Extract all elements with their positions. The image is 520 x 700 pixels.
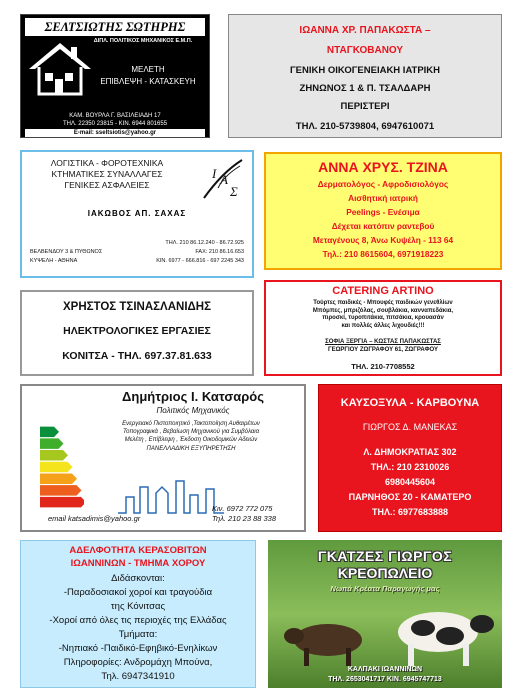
- energy-class-c: [40, 450, 68, 461]
- ad-seltsiotis-contact: [25, 112, 205, 128]
- ad-katsaros: [20, 384, 306, 532]
- service-line: ΜΕΛΕΤΗ: [131, 65, 165, 74]
- email-text: E-mail: sseltsiotis@yahoo.gr: [25, 129, 205, 138]
- body-line: -Χοροί από όλες τις περιοχές της Ελλάδας: [49, 615, 227, 626]
- description-line: και πολλές άλλες λιχουδιές!!!: [341, 322, 425, 329]
- ad-manekas-title: ΚΑΥΣΟΞΥΛΑ - ΚΑΡΒΟΥΝΑ: [340, 397, 480, 409]
- svg-text:Α: Α: [220, 172, 228, 187]
- service-line: Μελέτη , Επίβλεψη , Έκδοση Οικοδομικών Αδειών: [124, 437, 258, 444]
- contact-row: [30, 240, 244, 246]
- body-line: -Νηπιακό -Παιδικό-Εφηβικό-Ενηλίκων: [58, 643, 218, 654]
- ad-manekas-name: ΓΙΩΡΓΟΣ Δ. ΜΑΝΕΚΑΣ: [362, 422, 458, 432]
- body-line: Διδάσκονται:: [111, 573, 165, 584]
- address-text: Μεταγένους 8, Άνω Κυψέλη - 113 64: [312, 235, 454, 245]
- ad-kerasovitwn-title-1: ΑΔΕΛΦΟΤΗΤΑ ΚΕΡΑΣΟΒΙΤΩΝ: [69, 545, 207, 556]
- contact-left: ΒΕΛΒΕΝΔΟΥ 3 & ΠΥΘΩΝΟΣ: [30, 249, 103, 255]
- ad-katsaros-phones: [212, 504, 276, 524]
- contact-row: [30, 258, 244, 264]
- ad-manekas: [318, 384, 502, 532]
- body-line: της Κόνιτσας: [110, 601, 166, 612]
- body-line: Τμήματα:: [118, 629, 158, 640]
- owners-text: ΣΟΦΙΑ ΞΕΡΓΙΑ – ΚΩΣΤΑΣ ΠΑΠΑΚΩΣΤΑΣ: [325, 339, 441, 345]
- ad-seltsiotis-title: ΣΕΛΤΣΙΩΤΗΣ ΣΩΤΗΡΗΣ: [25, 18, 205, 36]
- service-line: Ενεργειακό Πιστοποιητικό ,Τακτοποίηση Αυθαιρέτων: [122, 421, 260, 427]
- body-line: -Παραδοσιακοί χοροί και τραγούδια: [63, 587, 213, 598]
- service-line: ΚΤΗΜΑΤΙΚΕΣ ΣΥΝΑΛΛΑΓΕΣ: [51, 169, 163, 179]
- ad-katsaros-name: Δημήτριος Ι. Κατσαρός: [122, 389, 264, 404]
- ad-papakosta-name-2: ΝΤΑΓΚΟΒΑΝΟΥ: [326, 45, 404, 56]
- energy-class-e: [40, 473, 77, 484]
- energy-class-f: [40, 485, 82, 496]
- ad-tzina: [264, 152, 502, 270]
- ad-kerasovitwn: [20, 540, 256, 688]
- phone-text: ΤΗΛ. 22350 23815 - ΚΙΝ. 6944 801655: [62, 121, 168, 127]
- ad-gkatzes-business: ΚΡΕΟΠΩΛΕΙΟ: [337, 565, 433, 581]
- ad-seltsiotis-services: [91, 65, 205, 89]
- ad-gkatzes-name: ΓΚΑΤΖΕΣ ΓΙΩΡΓΟΣ: [317, 548, 453, 564]
- phone-text: ΚΟΝΙΤΣΑ - ΤΗΛ. 697.37.81.633: [62, 350, 212, 362]
- specialty-text: Δερματολόγος - Αφροδισιολόγος: [317, 179, 449, 189]
- area-text: ΠΕΡΙΣΤΕΡΙ: [340, 101, 390, 112]
- phone-text: 6980445604: [384, 477, 436, 487]
- contact-right: ΤΗΛ. 210 86.12.240 - 86.72.925: [165, 240, 244, 246]
- ad-kerasovitwn-title-2: ΙΩΑΝΝΙΝΩΝ - ΤΜΗΜΑ ΧΟΡΟΥ: [70, 558, 206, 569]
- ad-sachas-name: ΙΑΚΩΒΟΣ ΑΠ. ΣΑΧΑΣ: [87, 209, 187, 218]
- description-line: πιροσκί, τυροπιτάκια, πιτσάκια, κρουασάν: [322, 315, 444, 322]
- ad-papakosta: [228, 14, 502, 138]
- phone-text: ΤΗΛ.: 210 2310026: [370, 462, 450, 472]
- address-text: ΠΑΡΝΗΘΟΣ 20 - ΚΑΜΑΤΕΡΟ: [348, 492, 472, 502]
- energy-class-b: [40, 438, 64, 449]
- email-text: email katsadimis@yahoo.gr: [48, 514, 141, 523]
- ad-sachas: [20, 150, 254, 278]
- energy-class-a: [40, 427, 59, 438]
- ad-sachas-services: [32, 158, 182, 191]
- svg-text:Ι: Ι: [212, 166, 217, 181]
- address-text: Λ. ΔΗΜΟΚΡΑΤΙΑΣ 302: [363, 447, 457, 457]
- energy-class-d: [40, 462, 73, 473]
- service-line: Τοπογραφικά , Βεβαίωση Μηχανικού για Συμβόλαια: [122, 429, 259, 436]
- city-skyline-icon: [118, 473, 224, 515]
- ad-gkatzes-slogan: Νωπά Κρέατα Παραγωγής μας: [330, 584, 440, 593]
- quill-logo-icon: [200, 158, 246, 202]
- contact-row: [30, 249, 244, 255]
- service-text: Peelings - Ενέσιμα: [346, 207, 420, 217]
- specialty-text: ΓΕΝΙΚΗ ΟΙΚΟΓΕΝΕΙΑΚΗ ΙΑΤΡΙΚΗ: [289, 65, 441, 76]
- body-line: Πληροφορίες: Ανδρομάχη Μπούνα,: [63, 657, 213, 668]
- service-text: ΗΛΕΚΤΡΟΛΟΓΙΚΕΣ ΕΡΓΑΣΙΕΣ: [63, 325, 211, 337]
- phone-text: Τηλ.: 210 8615604, 6971918223: [322, 249, 444, 259]
- address-text: ΚΑΜ. ΒΟΥΡΛΑ Γ. ΒΑΣΙΛΕΙΑΔΗ 17: [69, 113, 161, 119]
- service-line: ΓΕΝΙΚΕΣ ΑΣΦΑΛΕΙΕΣ: [64, 180, 150, 190]
- phone-text: ΤΗΛ. 2653041717 ΚΙΝ. 6945747713: [328, 676, 442, 683]
- phone-text: Τηλ. 6947341910: [101, 671, 175, 682]
- service-text: Αισθητική ιατρική: [348, 193, 418, 203]
- phone-text: ΤΗΛ.: 6977683888: [371, 507, 449, 517]
- address-text: ΚΑΛΠΑΚΙ ΙΩΑΝΝΙΝΩΝ: [347, 666, 423, 673]
- ad-papakosta-name-1: ΙΩΑΝΝΑ ΧΡ. ΠΑΠΑΚΩΣΤΑ –: [299, 25, 431, 36]
- energy-class-g: [40, 497, 84, 508]
- contact-right: ΚΙΝ. 6977 - 666.816 - 697 2245 343: [156, 258, 244, 264]
- service-line: ΕΠΙΒΛΕΨΗ - ΚΑΤΑΣΚΕΥΗ: [100, 77, 196, 86]
- contact-right: FAX: 210 86.16.653: [195, 249, 244, 255]
- phone-text: ΤΗΛ. 210-7708552: [351, 362, 415, 371]
- ad-catering: [264, 280, 502, 376]
- ad-tsinaslanidis-name: ΧΡΗΣΤΟΣ ΤΣΙΝΑΣΛΑΝΙΔΗΣ: [63, 301, 211, 313]
- svg-text:Σ: Σ: [230, 184, 238, 199]
- ad-tzina-name: ΑΝΝΑ ΧΡΥΣ. ΤΖΙΝΑ: [318, 159, 448, 175]
- ad-katsaros-title: Πολιτικός Μηχανικός: [156, 406, 230, 415]
- ad-seltsiotis-subtitle: ΔΙΠΛ. ΠΟΛΙΤΙΚΟΣ ΜΗΧΑΝΙΚΟΣ Ε.Μ.Π.: [93, 38, 193, 44]
- ad-sachas-contact: [30, 240, 244, 267]
- address-text: ΓΕΩΡΓΙΟΥ ΖΩΓΡΑΦΟΥ 61, ΖΩΓΡΑΦΟΥ: [327, 347, 438, 353]
- house-icon: [27, 39, 93, 97]
- service-line: ΠΑΝΕΛΛΑΔΙΚΗ ΕΞΥΠΗΡΕΤΗΣΗ: [146, 445, 236, 452]
- ad-gkatzes: [268, 540, 502, 688]
- phone-text: Τηλ. 210 23 88 338: [212, 514, 277, 523]
- contact-left: ΚΥΨΕΛΗ - ΑΘΗΝΑ: [30, 258, 78, 264]
- description-line: Τούρτες παιδικές - Μπουφές παιδικών γενεθλίων: [313, 300, 453, 306]
- energy-rating-icon: [40, 426, 84, 508]
- ad-seltsiotis: [20, 14, 210, 138]
- service-line: ΛΟΓΙΣΤΙΚΑ - ΦΟΡΟΤΕΧΝΙΚΑ: [50, 158, 164, 168]
- ad-catering-title: CATERING ARTINO: [332, 285, 434, 297]
- description-line: Μπόμπες, μπριζόλας, σουβλάκια, κανναπεδάκια,: [312, 307, 454, 314]
- ad-tsinaslanidis: [20, 290, 254, 376]
- address-text: ΖΗΝΩΝΟΣ 1 & Π. ΤΣΑΛΔΑΡΗ: [299, 83, 431, 94]
- phone-text: ΤΗΛ. 210-5739804, 6947610071: [295, 121, 435, 132]
- ad-catering-description: [266, 300, 500, 330]
- ad-katsaros-services: [84, 420, 298, 453]
- appointment-text: Δέχεται κατόπιν ραντεβού: [331, 221, 435, 231]
- mobile-text: Κιν. 6972 772 075: [212, 504, 273, 513]
